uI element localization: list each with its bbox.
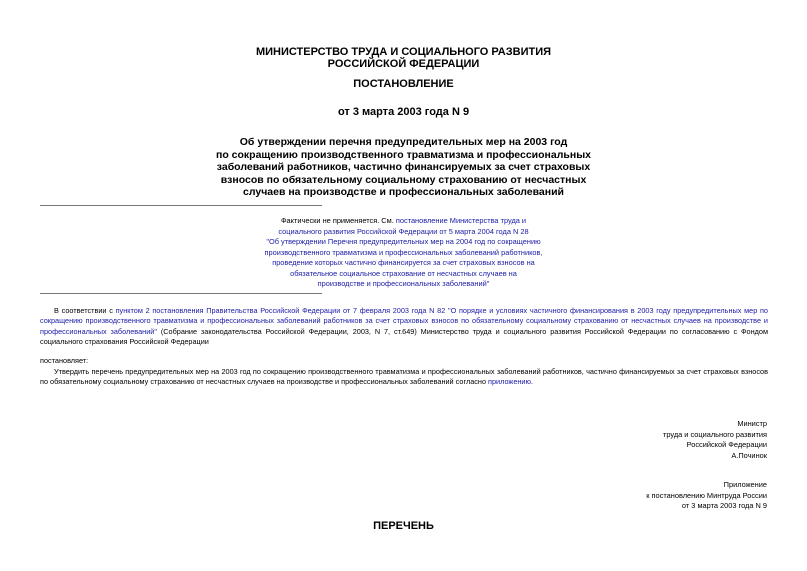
- preamble-text: (Собрание законодательства Российской Федерации, 2003, N 7, ст.649) Министерство труда и социального развития Российской Федерации по согласованию с Фондом социального страхования Российской Федерации: [40, 326, 768, 347]
- note-link[interactable]: проведение которых частично финансируется за счет страховых взносов на: [272, 258, 535, 267]
- signature-line: Министр: [737, 419, 767, 428]
- document-type: ПОСТАНОВЛЕНИЕ: [353, 78, 454, 90]
- note-link[interactable]: обязательное социальное страхование от несчастных случаев на: [290, 268, 517, 278]
- signature-line: Российской Федерации: [686, 440, 767, 449]
- applicability-note: [0, 216, 807, 290]
- subject-line: заболеваний работников, частично финансируемых за счет страховых: [216, 161, 591, 173]
- decision-text: Утвердить перечень предупредительных мер на 2003 год по сокращению производственного травматизма и профессиональных заболеваний работников, частично финансируемых за счет страховых взносов по обязательному социальному страхованию от несчастных случаев на производстве и профессиональных заболеваний согласно: [40, 367, 768, 387]
- note-link[interactable]: "Об утверждении Перечня предупредительных мер на 2004 год по сокращению: [266, 237, 541, 246]
- ministry-line-1: МИНИСТЕРСТВО ТРУДА И СОЦИАЛЬНОГО РАЗВИТИЯ: [255, 46, 552, 58]
- preamble-text: В соответствии с: [54, 306, 116, 315]
- signature-line: труда и социального развития: [662, 429, 767, 439]
- subject-line: по сокращению производственного травматизма и профессиональных: [216, 148, 591, 161]
- list-title: ПЕРЕЧЕНЬ: [373, 520, 434, 532]
- signature-block: [663, 419, 767, 461]
- preamble-link[interactable]: пунктом 2 постановления Правительства Российской Федерации от 7 февраля 2003 года N 82 "О порядке и условиях частичного финансирования в 2003 году предупредительных мер по сокращению производственного травматизма и профессиональных заболеваний работников за счет страховых взносов по обязательному социальному страхованию от несчастных случаев на производстве и профессиональных заболеваний": [40, 306, 768, 336]
- note-link[interactable]: постановление Министерства труда и: [395, 216, 527, 225]
- appendix-line: к постановлению Минтруда России: [646, 490, 767, 500]
- appendix-link[interactable]: приложению: [488, 377, 531, 387]
- document-date-number: от 3 марта 2003 года N 9: [337, 106, 470, 118]
- subject-line: взносов по обязательному социальному страхованию от несчастных: [220, 173, 587, 186]
- divider-top: [40, 205, 322, 206]
- document-subject: [0, 136, 807, 199]
- preamble-paragraph: [40, 306, 768, 348]
- note-link[interactable]: производственного травматизма и профессиональных заболеваний работников,: [264, 247, 543, 257]
- subject-line: случаев на производстве и профессиональных заболеваний: [242, 186, 565, 198]
- ministry-line-2: РОССИЙСКОЙ ФЕДЕРАЦИИ: [327, 58, 480, 70]
- note-link[interactable]: производстве и профессиональных заболеваний": [317, 279, 490, 288]
- decision-text: .: [530, 377, 533, 387]
- note-link[interactable]: социального развития Российской Федерации от 5 марта 2004 года N 28: [278, 226, 529, 236]
- divider-bottom: [40, 293, 322, 294]
- appendix-block: [646, 480, 767, 512]
- appendix-line: Приложение: [723, 480, 767, 489]
- subject-line: Об утверждении перечня предупредительных мер на 2003 год: [239, 136, 568, 148]
- resolves-label: постановляет:: [40, 356, 89, 365]
- decision-paragraph: [40, 367, 768, 388]
- appendix-line: от 3 марта 2003 года N 9: [681, 501, 767, 510]
- note-prefix: Фактически не применяется. См.: [280, 216, 396, 225]
- signature-line: А.Починок: [731, 450, 767, 460]
